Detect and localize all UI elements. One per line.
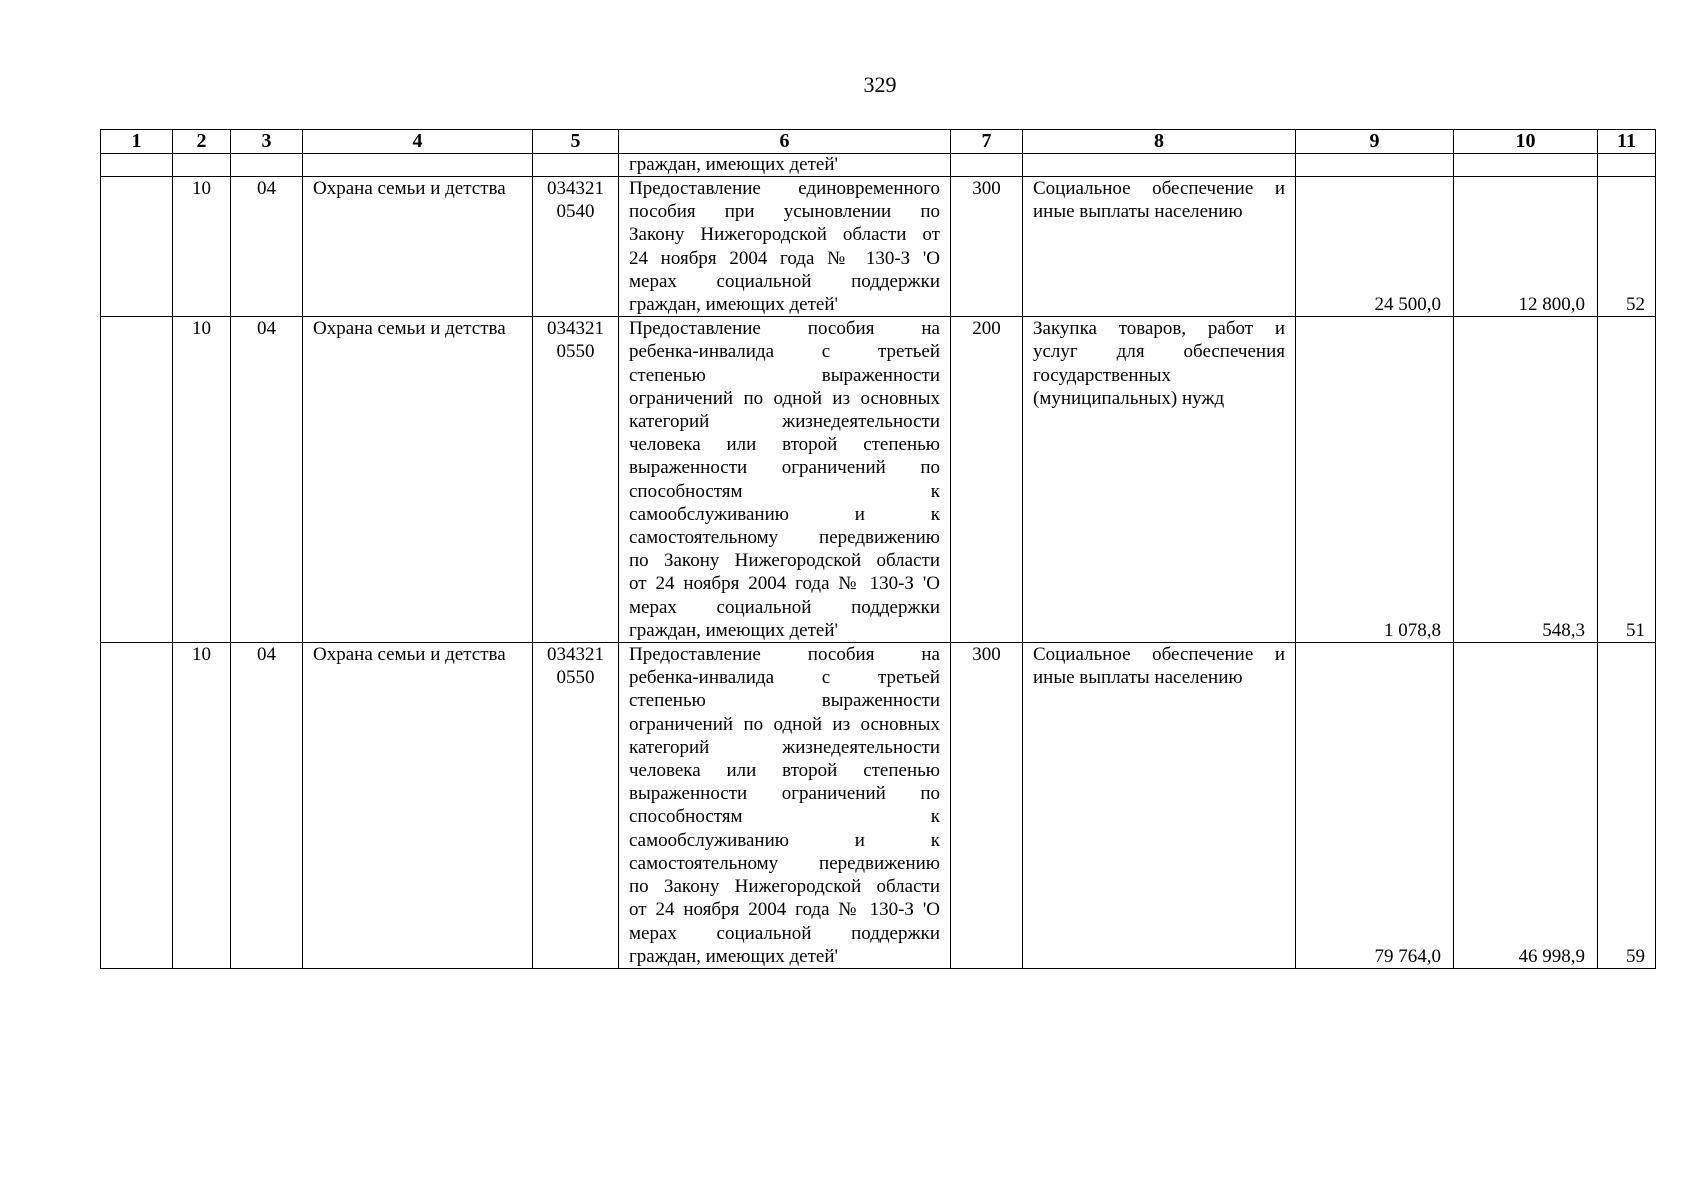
amount-col10: 12 800,0 [1454, 177, 1598, 317]
cell-empty [173, 154, 231, 177]
text-line: самообслуживанию и к [629, 829, 940, 851]
expense-type-name [1023, 177, 1296, 317]
section-code: 10 [173, 317, 231, 643]
expense-type-name [1023, 643, 1296, 969]
section-name: Охрана семьи и детства [303, 643, 533, 969]
cell-empty [1598, 154, 1656, 177]
text-line: Социальное обеспечение и [1033, 644, 1285, 666]
header-cell: 9 [1296, 130, 1454, 154]
text-line: степенью выраженности [629, 690, 940, 712]
text-line: иные выплаты населению [1033, 201, 1243, 223]
text-line: Предоставление пособия на [629, 644, 940, 666]
text-line: ограничений по одной из основных [629, 387, 940, 409]
text-line: человека или второй степенью [629, 760, 940, 782]
text-line: иные выплаты населению [1033, 667, 1243, 689]
col1-empty [101, 643, 173, 969]
table-row [101, 643, 1656, 969]
text-line: граждан, имеющих детей' [629, 294, 838, 316]
text-line: от 24 ноября 2004 года № 130-З 'О [629, 899, 940, 921]
header-cell: 8 [1023, 130, 1296, 154]
text-line: человека или второй степенью [629, 434, 940, 456]
expense-type-code: 300 [951, 177, 1023, 317]
text-line: государственных [1033, 364, 1172, 386]
text-line: Социальное обеспечение и [1033, 178, 1285, 199]
description-text [629, 317, 940, 642]
header-cell: 11 [1598, 130, 1656, 154]
text-line: по Закону Нижегородской области [629, 876, 940, 898]
continuation-row [101, 154, 1656, 177]
expense-type-text [1033, 317, 1285, 410]
description-text [629, 177, 940, 316]
text-line: от 24 ноября 2004 года № 130-З 'О [629, 573, 940, 595]
col1-empty [101, 317, 173, 643]
text-line: мерах социальной поддержки [629, 596, 940, 618]
cell-empty [101, 154, 173, 177]
text-line: мерах социальной поддержки [629, 922, 940, 944]
header-cell: 10 [1454, 130, 1598, 154]
expense-type-text [1033, 643, 1285, 689]
page-number: 329 [863, 72, 897, 97]
cell-empty [951, 154, 1023, 177]
percent-col11: 52 [1598, 177, 1656, 317]
table-row [101, 317, 1656, 643]
subsection-code: 04 [231, 317, 303, 643]
percent-col11: 51 [1598, 317, 1656, 643]
header-cell: 6 [619, 130, 951, 154]
text-line: услуг для обеспечения [1033, 341, 1285, 363]
header-cell: 1 [101, 130, 173, 154]
text-line: ребенка-инвалида с третьей [629, 341, 940, 363]
text-line: Предоставление пособия на [629, 318, 940, 340]
percent-col11: 59 [1598, 643, 1656, 969]
text-line: Закону Нижегородской области от [629, 224, 940, 246]
target-article-part1: 034321 [547, 644, 604, 666]
budget-table [100, 129, 1656, 969]
text-line: степенью выраженности [629, 364, 940, 386]
cell-empty [533, 154, 619, 177]
cell-empty [303, 154, 533, 177]
amount-col10: 548,3 [1454, 317, 1598, 643]
section-code: 10 [173, 177, 231, 317]
description [619, 177, 951, 317]
cell-empty [1296, 154, 1454, 177]
table-row [101, 177, 1656, 317]
text-line: граждан, имеющих детей' [629, 945, 838, 967]
target-article-part1: 034321 [547, 318, 604, 340]
text-line: по Закону Нижегородской области [629, 550, 940, 572]
header-cell: 2 [173, 130, 231, 154]
description-text [629, 643, 940, 968]
text-line: категорий жизнедеятельности [629, 411, 940, 433]
text-line: способностям к [629, 480, 940, 502]
text-line: Закупка товаров, работ и [1033, 318, 1285, 340]
amount-col9: 24 500,0 [1296, 177, 1454, 317]
text-line: ребенка-инвалида с третьей [629, 667, 940, 689]
continuation-description: граждан, имеющих детей' [619, 154, 951, 177]
section-name: Охрана семьи и детства [303, 177, 533, 317]
expense-type-code: 200 [951, 317, 1023, 643]
text-line: пособия при усыновлении по [629, 201, 940, 223]
header-cell: 4 [303, 130, 533, 154]
target-article-part2: 0550 [556, 667, 595, 689]
header-cell: 7 [951, 130, 1023, 154]
cell-empty [231, 154, 303, 177]
cell-empty [1023, 154, 1296, 177]
text-line: граждан, имеющих детей' [629, 619, 838, 641]
target-article-part1: 034321 [547, 178, 604, 199]
target-article-part2: 0540 [556, 201, 595, 223]
col1-empty [101, 177, 173, 317]
text-line: самообслуживанию и к [629, 503, 940, 525]
section-name: Охрана семьи и детства [303, 317, 533, 643]
text-line: выраженности ограничений по [629, 457, 940, 479]
target-article [533, 317, 619, 643]
text-line: самостоятельному передвижению [629, 527, 940, 549]
text-line: Предоставление единовременного [629, 178, 940, 199]
expense-type-name [1023, 317, 1296, 643]
text-line: (муниципальных) нужд [1033, 387, 1225, 409]
amount-col9: 1 078,8 [1296, 317, 1454, 643]
expense-type-text [1033, 177, 1285, 223]
target-article [533, 177, 619, 317]
target-article [533, 643, 619, 969]
header-row [101, 130, 1656, 154]
section-code: 10 [173, 643, 231, 969]
text-line: ограничений по одной из основных [629, 713, 940, 735]
header-cell: 5 [533, 130, 619, 154]
text-line: способностям к [629, 806, 940, 828]
subsection-code: 04 [231, 177, 303, 317]
text-line: категорий жизнедеятельности [629, 736, 940, 758]
amount-col9: 79 764,0 [1296, 643, 1454, 969]
text-line: выраженности ограничений по [629, 783, 940, 805]
text-line: самостоятельному передвижению [629, 852, 940, 874]
text-line: мерах социальной поддержки [629, 270, 940, 292]
target-article-part2: 0550 [556, 341, 595, 363]
description [619, 317, 951, 643]
amount-col10: 46 998,9 [1454, 643, 1598, 969]
header-cell: 3 [231, 130, 303, 154]
subsection-code: 04 [231, 643, 303, 969]
cell-empty [1454, 154, 1598, 177]
text-line: 24 ноября 2004 года № 130-З 'О [629, 247, 940, 269]
description [619, 643, 951, 969]
expense-type-code: 300 [951, 643, 1023, 969]
